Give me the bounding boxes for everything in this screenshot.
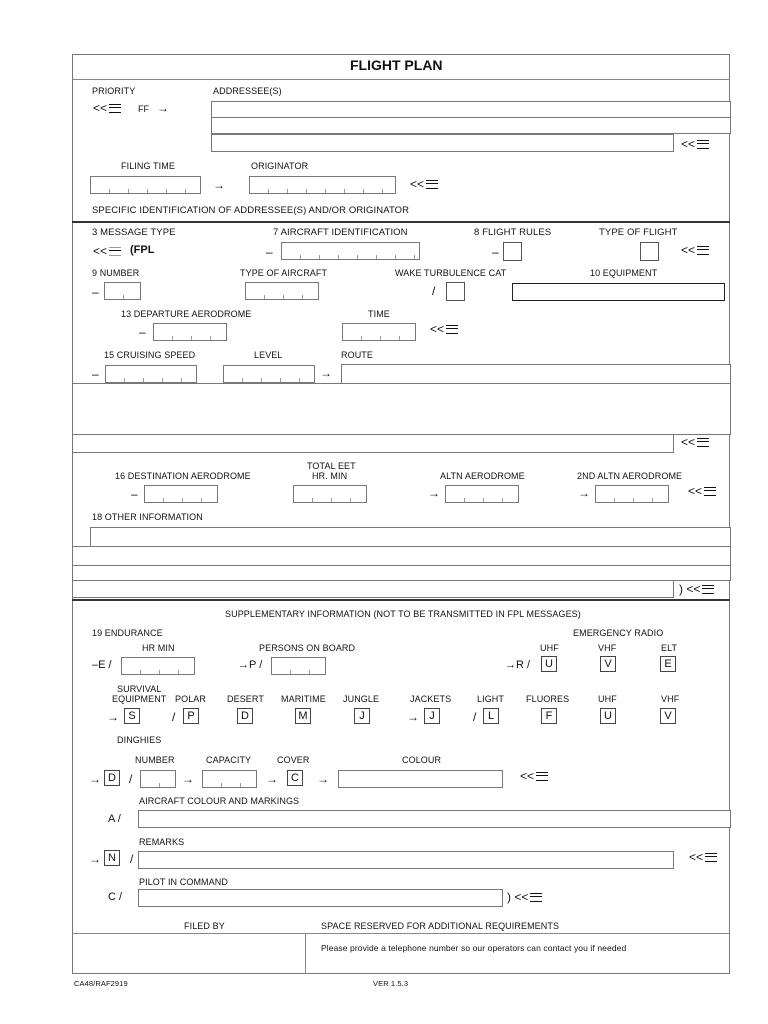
jackets-uhf-checkbox[interactable]: U bbox=[600, 708, 616, 724]
ff-text: FF bbox=[138, 104, 149, 114]
cruising-speed-label: 15 CRUISING SPEED bbox=[104, 350, 196, 360]
altn-arrow: → bbox=[428, 486, 440, 500]
desert-checkbox[interactable]: D bbox=[237, 708, 253, 724]
space-reserved-label: SPACE RESERVED FOR ADDITIONAL REQUIREMENTS bbox=[321, 921, 560, 931]
route-end-marker: << bbox=[681, 435, 709, 449]
flight-rules-label: 8 FLIGHT RULES bbox=[474, 227, 552, 238]
radio-prefix: →R / bbox=[505, 659, 531, 671]
priority-label: PRIORITY bbox=[92, 86, 136, 96]
route-label: ROUTE bbox=[341, 350, 373, 360]
dinghies-checkbox[interactable]: D bbox=[104, 770, 120, 786]
jackets-uhf-label: UHF bbox=[598, 694, 617, 704]
equals-icon bbox=[109, 104, 121, 113]
specific-id-label: SPECIFIC IDENTIFICATION OF ADDRESSEE(S) AND/OR ORIGINATOR bbox=[92, 205, 410, 216]
light-slash: / bbox=[473, 710, 477, 724]
vhf-label: VHF bbox=[598, 643, 617, 653]
desert-label: DESERT bbox=[227, 694, 264, 704]
equals-icon bbox=[426, 180, 438, 189]
pilot-end-marker: ) << bbox=[507, 890, 542, 904]
destination-label: 16 DESTINATION AERODROME bbox=[115, 471, 251, 481]
jackets-vhf-label: VHF bbox=[661, 694, 680, 704]
survival-arrow: → bbox=[107, 710, 119, 724]
dinghies-slash: / bbox=[129, 772, 133, 786]
filing-time-label: FILING TIME bbox=[121, 161, 175, 171]
departure-label: 13 DEPARTURE AERODROME bbox=[121, 309, 252, 319]
jackets-checkbox[interactable]: J bbox=[424, 708, 440, 724]
maritime-label: MARITIME bbox=[281, 694, 326, 704]
remarks-slash: / bbox=[130, 852, 134, 866]
other-info-end-marker: ) << bbox=[679, 582, 714, 596]
number-dash: – bbox=[92, 285, 99, 299]
other-info-input-2[interactable] bbox=[72, 546, 731, 566]
equals-icon bbox=[536, 772, 548, 781]
equals-icon bbox=[702, 585, 714, 594]
uhf-label: UHF bbox=[540, 643, 559, 653]
type-of-flight-input[interactable] bbox=[640, 242, 659, 261]
equals-icon bbox=[446, 325, 458, 334]
altn-aerodrome-label: ALTN AERODROME bbox=[440, 471, 525, 481]
remarks-input[interactable] bbox=[138, 851, 674, 869]
equals-icon bbox=[697, 438, 709, 447]
section-divider-2 bbox=[72, 599, 730, 601]
filed-by-input[interactable] bbox=[73, 934, 304, 973]
other-info-input-4[interactable] bbox=[72, 580, 674, 598]
time-end-marker: << bbox=[430, 322, 458, 336]
ff-arrow: → bbox=[157, 101, 169, 115]
equals-icon bbox=[109, 247, 121, 256]
originator-input[interactable] bbox=[249, 176, 396, 194]
destination-input[interactable] bbox=[144, 485, 218, 503]
type-of-flight-label: TYPE OF FLIGHT bbox=[599, 227, 678, 238]
equals-icon bbox=[697, 246, 709, 255]
persons-prefix: →P / bbox=[238, 659, 263, 671]
message-start-marker: << bbox=[93, 244, 121, 258]
equals-icon bbox=[704, 487, 716, 496]
dinghies-number-input[interactable] bbox=[140, 770, 176, 788]
jackets-vhf-checkbox[interactable]: V bbox=[660, 708, 676, 724]
originator-label: ORIGINATOR bbox=[251, 161, 309, 171]
message-type-label: 3 MESSAGE TYPE bbox=[92, 227, 176, 238]
equipment-label: 10 EQUIPMENT bbox=[590, 268, 658, 278]
wake-turbulence-input[interactable] bbox=[446, 282, 465, 301]
form-code: CA48/RAF2919 bbox=[74, 979, 128, 988]
addressee-field-3[interactable] bbox=[211, 134, 674, 152]
remarks-arrow: → bbox=[89, 852, 101, 866]
aircraft-id-input[interactable] bbox=[281, 242, 420, 260]
colour-arrow: → bbox=[317, 772, 329, 786]
time-label: TIME bbox=[368, 309, 390, 319]
emergency-radio-label: EMERGENCY RADIO bbox=[573, 628, 664, 638]
survival-label: SURVIVAL bbox=[117, 684, 162, 694]
form-title: FLIGHT PLAN bbox=[350, 57, 443, 73]
other-info-label: 18 OTHER INFORMATION bbox=[92, 512, 203, 522]
altn2-end-marker: << bbox=[688, 484, 716, 498]
pilot-input[interactable] bbox=[138, 889, 503, 907]
priority-start-marker: << bbox=[93, 101, 121, 115]
section-divider-1 bbox=[72, 221, 730, 223]
fpl-text: (FPL bbox=[130, 244, 155, 256]
uhf-checkbox[interactable]: U bbox=[541, 656, 557, 672]
maritime-checkbox[interactable]: M bbox=[295, 708, 311, 724]
addressee-field-1[interactable] bbox=[211, 101, 731, 118]
route-input-1[interactable] bbox=[341, 364, 731, 384]
flight-rules-dash: – bbox=[492, 245, 499, 259]
total-eet-label: TOTAL EET bbox=[307, 461, 356, 471]
aircraft-id-label: 7 AIRCRAFT IDENTIFICATION bbox=[273, 227, 408, 238]
light-label: LIGHT bbox=[477, 694, 505, 704]
other-info-input-3[interactable] bbox=[72, 565, 731, 581]
altn-aerodrome-input[interactable] bbox=[445, 485, 519, 503]
level-input[interactable] bbox=[223, 365, 315, 383]
dinghies-label: DINGHIES bbox=[117, 735, 162, 745]
wake-turbulence-label: WAKE TURBULENCE CAT bbox=[395, 268, 507, 278]
equals-icon bbox=[705, 853, 717, 862]
equals-icon bbox=[530, 893, 542, 902]
jackets-label: JACKETS bbox=[410, 694, 452, 704]
filed-by-vertical-divider bbox=[305, 933, 306, 974]
destination-dash: – bbox=[131, 487, 138, 501]
dinghies-arrow: → bbox=[89, 772, 101, 786]
departure-input[interactable] bbox=[153, 323, 227, 341]
vhf-checkbox[interactable]: V bbox=[600, 656, 616, 672]
title-divider bbox=[72, 79, 730, 80]
fluores-label: FLUORES bbox=[526, 694, 570, 704]
persons-on-board-input[interactable] bbox=[271, 657, 326, 675]
altn2-arrow: → bbox=[578, 486, 590, 500]
route-input-3[interactable] bbox=[72, 434, 674, 453]
persons-on-board-label: PERSONS ON BOARD bbox=[259, 643, 356, 653]
survival-checkbox[interactable]: S bbox=[124, 708, 140, 724]
altn2-aerodrome-input[interactable] bbox=[595, 485, 669, 503]
total-eet-hr-min-label: HR. MIN bbox=[312, 471, 348, 481]
endurance-input[interactable] bbox=[121, 657, 195, 675]
polar-checkbox[interactable]: P bbox=[183, 708, 199, 724]
addressees-label: ADDRESSEE(S) bbox=[213, 86, 282, 96]
aircraft-colour-label: AIRCRAFT COLOUR AND MARKINGS bbox=[139, 796, 300, 806]
wake-slash: / bbox=[432, 284, 436, 298]
number-input[interactable] bbox=[104, 282, 141, 300]
capacity-arrow: → bbox=[182, 772, 194, 786]
route-input-2[interactable] bbox=[72, 383, 731, 435]
addressee-end-marker: << bbox=[681, 137, 709, 151]
pilot-prefix: C / bbox=[108, 891, 123, 903]
level-label: LEVEL bbox=[254, 350, 283, 360]
originator-end-marker: << bbox=[410, 177, 438, 191]
version-label: VER 1.5.3 bbox=[373, 979, 409, 988]
light-checkbox[interactable]: L bbox=[483, 708, 499, 724]
filing-time-input[interactable] bbox=[90, 176, 201, 194]
equipment-input[interactable] bbox=[512, 283, 725, 301]
flight-rules-input[interactable] bbox=[503, 242, 522, 261]
equals-icon bbox=[697, 140, 709, 149]
fluores-checkbox[interactable]: F bbox=[541, 708, 557, 724]
type-of-flight-end-marker: << bbox=[681, 243, 709, 257]
type-of-aircraft-label: TYPE OF AIRCRAFT bbox=[240, 268, 328, 278]
elt-label: ELT bbox=[661, 643, 678, 653]
endurance-hr-min-label: HR MIN bbox=[142, 643, 175, 653]
addressee-field-2[interactable] bbox=[211, 117, 731, 134]
dinghies-capacity-input[interactable] bbox=[202, 770, 257, 788]
dinghies-cover-label: COVER bbox=[277, 755, 310, 765]
aircraft-id-dash: – bbox=[266, 245, 273, 259]
cruising-speed-input[interactable] bbox=[105, 365, 197, 383]
endurance-prefix: –E / bbox=[92, 659, 112, 671]
remarks-checkbox[interactable]: N bbox=[104, 850, 120, 866]
phone-note: Please provide a telephone number so our operators can contact you if needed bbox=[321, 943, 627, 953]
jackets-arrow: → bbox=[407, 710, 419, 724]
dinghies-colour-label: COLOUR bbox=[402, 755, 442, 765]
type-of-aircraft-input[interactable] bbox=[245, 282, 319, 300]
dinghies-end-marker: << bbox=[520, 769, 548, 783]
remarks-label: REMARKS bbox=[139, 837, 185, 847]
endurance-label: 19 ENDURANCE bbox=[92, 628, 163, 638]
supplementary-label: SUPPLEMENTARY INFORMATION (NOT TO BE TRANSMITTED IN FPL MESSAGES) bbox=[225, 609, 581, 619]
number-label: 9 NUMBER bbox=[92, 268, 140, 278]
filed-by-label: FILED BY bbox=[184, 921, 225, 931]
dinghies-colour-input[interactable] bbox=[338, 770, 503, 788]
polar-label: POLAR bbox=[175, 694, 207, 704]
dinghies-number-label: NUMBER bbox=[135, 755, 175, 765]
remarks-end-marker: << bbox=[689, 850, 717, 864]
cover-arrow: → bbox=[266, 772, 278, 786]
jungle-checkbox[interactable]: J bbox=[354, 708, 370, 724]
level-arrow: → bbox=[320, 366, 332, 380]
dinghies-capacity-label: CAPACITY bbox=[206, 755, 252, 765]
filing-time-arrow: → bbox=[213, 178, 225, 192]
survival-equipment-label: EQUIPMENT bbox=[112, 694, 167, 704]
elt-checkbox[interactable]: E bbox=[660, 656, 676, 672]
altn2-aerodrome-label: 2ND ALTN AERODROME bbox=[577, 471, 683, 481]
cover-checkbox[interactable]: C bbox=[287, 770, 303, 786]
time-input[interactable] bbox=[342, 323, 416, 341]
polar-slash: / bbox=[172, 710, 176, 724]
total-eet-input[interactable] bbox=[293, 485, 367, 503]
cruising-dash: – bbox=[92, 367, 99, 381]
pilot-label: PILOT IN COMMAND bbox=[139, 877, 228, 887]
aircraft-colour-prefix: A / bbox=[108, 813, 121, 825]
departure-dash: – bbox=[139, 325, 146, 339]
other-info-input-1[interactable] bbox=[90, 527, 731, 547]
jungle-label: JUNGLE bbox=[343, 694, 380, 704]
aircraft-colour-input[interactable] bbox=[138, 810, 731, 828]
